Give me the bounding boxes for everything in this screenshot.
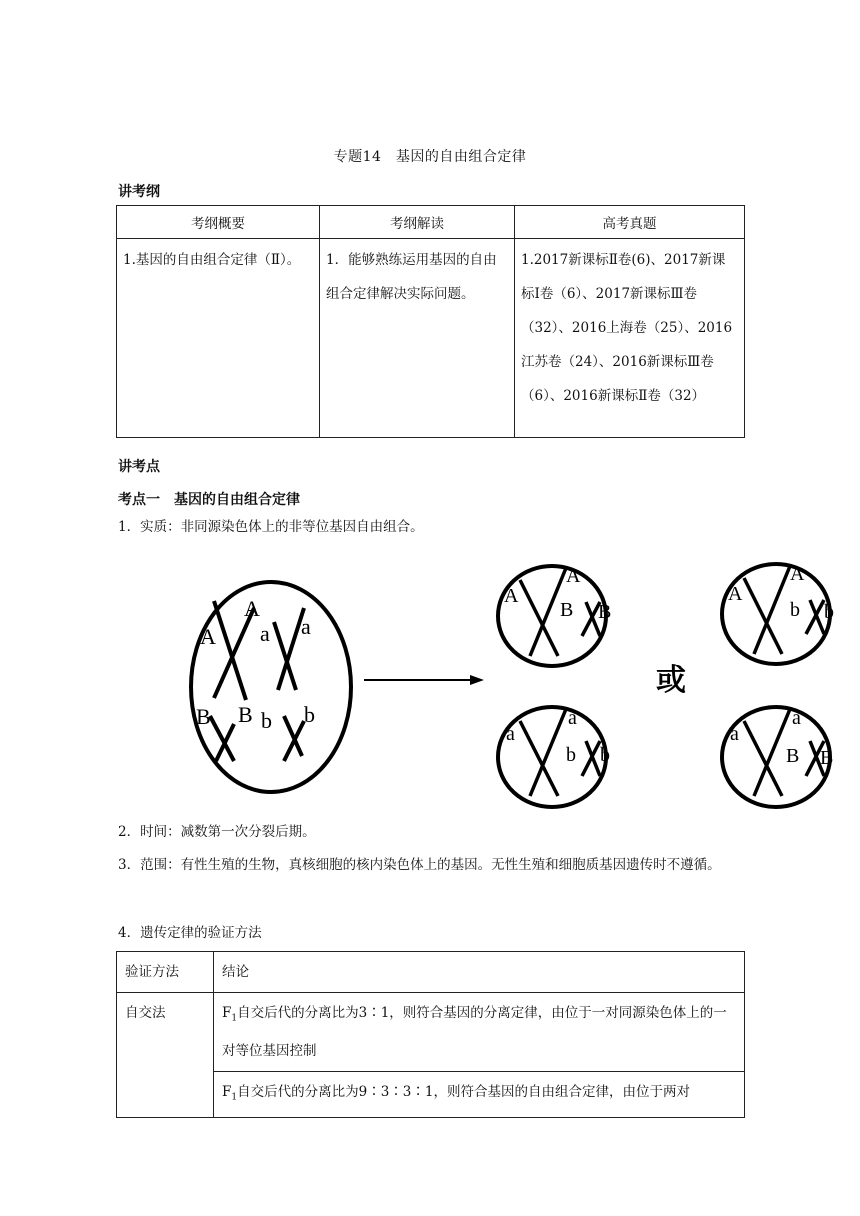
point-heading: 考点一 基因的自由组合定律 xyxy=(118,492,300,508)
table-header: 考纲解读 xyxy=(320,206,515,239)
page-title: 专题14 基因的自由组合定律 xyxy=(333,149,527,165)
table-cell: 1.2017新课标Ⅱ卷(6)、2017新课标Ⅰ卷（6）、2017新课标Ⅲ卷（32）、2016上海卷（25）、2016江苏卷（24）、2016新课标Ⅲ卷（6）、2016新课标Ⅱ卷（32） xyxy=(515,239,745,438)
gene-label: a xyxy=(730,723,739,745)
table-row xyxy=(117,993,745,1072)
gene-label: B xyxy=(196,704,211,729)
gene-label: A xyxy=(200,624,216,649)
chromosome-diagram xyxy=(186,556,856,816)
gene-label: B xyxy=(238,702,253,727)
conclusion-text: 自交后代的分离比为3∶1，则符合基因的分离定律，由位于一对同源染色体上的一对等位基因控制 xyxy=(222,1005,727,1059)
gene-label: a xyxy=(568,707,577,729)
gene-label: a xyxy=(792,707,801,729)
table-cell: 1.基因的自由组合定律（Ⅱ）。 xyxy=(117,239,320,438)
f1-symbol: $F_1$ xyxy=(222,1083,238,1103)
gene-label: A xyxy=(790,563,805,585)
gene-label: A xyxy=(244,596,260,621)
table-row xyxy=(117,239,745,438)
arrow-head-icon xyxy=(470,675,484,685)
table-header: 高考真题 xyxy=(515,206,745,239)
gene-label: B xyxy=(598,601,612,623)
gene-label: b xyxy=(566,744,576,766)
table-header: 结论 xyxy=(214,952,745,993)
gene-label: A xyxy=(504,585,519,607)
section-heading-points: 讲考点 xyxy=(118,459,160,475)
gene-label: b xyxy=(304,702,315,727)
table-cell: 1．能够熟练运用基因的自由组合定律解决实际问题。 xyxy=(320,239,515,438)
table-header-row xyxy=(117,952,745,993)
gene-label: B xyxy=(786,745,800,767)
verification-table xyxy=(116,951,745,1118)
table-cell xyxy=(214,1071,745,1118)
item-essence: 1．实质：非同源染色体上的非等位基因自由组合。 xyxy=(118,519,424,535)
gamete-cell xyxy=(722,707,830,807)
gene-label: b xyxy=(790,599,800,621)
gene-label: B xyxy=(820,747,834,769)
gene-label: A xyxy=(566,565,581,587)
gene-label: B xyxy=(560,599,574,621)
gene-label: A xyxy=(728,583,743,605)
table-header-row xyxy=(117,206,745,239)
table-cell-method: 自交法 xyxy=(117,993,214,1118)
item-time: 2．时间：减数第一次分裂后期。 xyxy=(118,824,316,840)
gene-label: b xyxy=(824,601,834,623)
gamete-cell xyxy=(498,566,606,666)
table-cell xyxy=(214,993,745,1072)
gene-label: a xyxy=(506,723,515,745)
section-heading-outline: 讲考纲 xyxy=(118,184,160,200)
table-header: 验证方法 xyxy=(117,952,214,993)
gene-label: b xyxy=(261,708,272,733)
gamete-cell xyxy=(722,564,830,664)
item-scope: 3．范围：有性生殖的生物，真核细胞的核内染色体上的基因。无性生殖和细胞质基因遗传时不遵循。 xyxy=(118,857,721,873)
gene-label: b xyxy=(600,744,610,766)
or-label: 或 xyxy=(656,664,686,697)
f1-symbol: $F_1$ xyxy=(222,1005,238,1024)
outline-table xyxy=(116,205,745,438)
table-header: 考纲概要 xyxy=(117,206,320,239)
item-verification: 4．遗传定律的验证方法 xyxy=(118,925,262,941)
gamete-cell xyxy=(498,707,606,807)
gene-label: a xyxy=(260,621,270,646)
gene-label: a xyxy=(301,614,311,639)
conclusion-text: 自交后代的分离比为9∶3∶3∶1，则符合基因的自由组合定律，由位于两对 xyxy=(237,1083,690,1100)
